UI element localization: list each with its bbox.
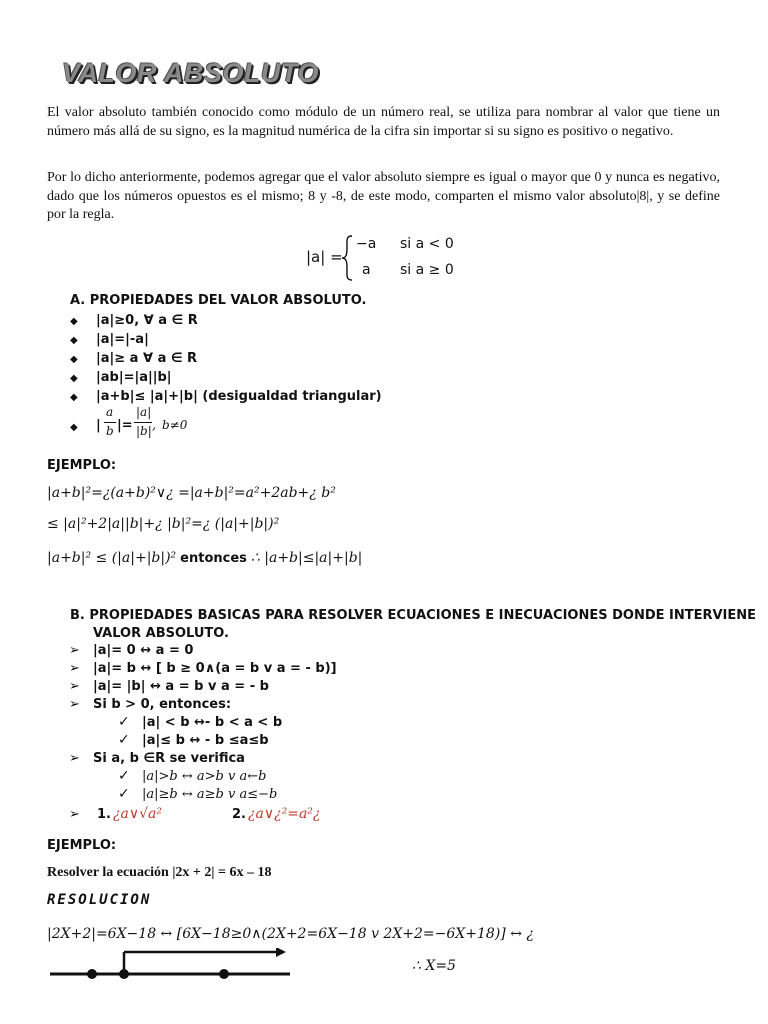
case2-value: a [362, 262, 371, 278]
arrow-bullet-icon: ➢ [69, 679, 80, 694]
example-label: EJEMPLO: [47, 838, 117, 853]
fraction-condition: b≠0 [162, 418, 188, 432]
brace-icon [340, 234, 354, 282]
section-a-heading: A. PROPIEDADES DEL VALOR ABSOLUTO. [70, 293, 367, 308]
diamond-bullet-icon: ◆ [70, 354, 78, 365]
sub-property-item: |a|≥b ↔ a≥b v a≤−b [142, 787, 278, 802]
section-b-heading: B. PROPIEDADES BASICAS PARA RESOLVER ECUACIONES E INECUACIONES DONDE INTERVIENE [70, 608, 757, 623]
arrow-bullet-icon: ➢ [69, 807, 80, 822]
basic-property-item: Si a, b ∈R se verifica [93, 751, 245, 766]
fraction-rhs-numerator: |a| [136, 405, 152, 419]
check-icon: ✓ [118, 714, 130, 730]
final-result: ∴ X=5 [412, 958, 456, 974]
arrow-bullet-icon: ➢ [69, 751, 80, 766]
check-icon: ✓ [118, 768, 130, 784]
definition-lhs: |a| = [306, 248, 343, 266]
property-item: |a|=|-a| [96, 332, 149, 347]
resolution-heading: RESOLUCION [47, 892, 152, 908]
check-icon: ✓ [118, 786, 130, 802]
fraction-rhs-denominator: |b| [136, 424, 152, 438]
diamond-bullet-icon: ◆ [70, 392, 78, 403]
solution-line: |2X+2|=6X−18 ↔ [6X−18≥0∧(2X+2=6X−18 v 2X+2=−6X+18)] ↔ ¿ [47, 926, 534, 942]
section-b-heading-cont: VALOR ABSOLUTO. [93, 626, 229, 641]
property-item: |a+b|≤ |a|+|b| (desigualdad triangular) [96, 389, 382, 404]
basic-property-item: |a|= b ↔ [ b ≥ 0∧(a = b v a = - b)] [93, 661, 337, 676]
property-expression-2: ¿a∨¿²=a²¿ [248, 806, 321, 822]
check-icon: ✓ [118, 732, 130, 748]
sub-property-item: |a|≤ b ↔ - b ≤a≤b [142, 733, 269, 748]
intro-paragraph: El valor absoluto también conocido como módulo de un número real, se utiliza para nombrar al valor que tiene un número más allá de su signo, es la magnitud numérica de la cifra sin importar si su signo es positivo o negativo. [47, 105, 720, 139]
example-line-3: |a+b|² ≤ (|a|+|b|)² entonces ∴ |a+b|≤|a|+|b| [47, 550, 363, 566]
case1-value: −a [356, 236, 377, 252]
diamond-bullet-icon: ◆ [70, 335, 78, 346]
property-item: |a|≥0, ∀ a ∈ R [96, 313, 198, 328]
basic-property-item: |a|= |b| ↔ a = b v a = - b [93, 679, 269, 694]
definition-paragraph: Por lo dicho anteriormente, podemos agregar que el valor absoluto siempre es igual o mayor que 0 y nunca es negativo, dado que los números opuestos es el mismo; 8 y -8, de este modo, comparten el mismo valor absoluto|8|, y se define por la regla. [47, 170, 720, 222]
basic-property-item: Si b > 0, entonces: [93, 697, 232, 712]
basic-property-item: |a|= 0 ↔ a = 0 [93, 643, 194, 658]
number-line-diagram [48, 948, 293, 988]
arrow-bullet-icon: ➢ [69, 661, 80, 676]
example-line-1: |a+b|²=¿(a+b)²∨¿ =|a+b|²=a²+2ab+¿ b² [47, 485, 336, 501]
example-line-2: ≤ |a|²+2|a||b|+¿ |b|²=¿ (|a|+|b|)² [47, 516, 280, 532]
diamond-bullet-icon: ◆ [70, 422, 78, 433]
sub-property-item: |a|>b ↔ a>b v a←b [142, 769, 267, 784]
arrow-bullet-icon: ➢ [69, 697, 80, 712]
diamond-bullet-icon: ◆ [70, 316, 78, 327]
case1-condition: si a < 0 [400, 236, 454, 252]
page-title: VALOR ABSOLUTO [62, 58, 320, 88]
sub-property-item: |a| < b ↔- b < a < b [142, 715, 283, 730]
fraction-numerator: a [106, 405, 114, 419]
property-expression-1: ¿a∨√a² [113, 806, 162, 822]
property-item: |ab|=|a||b| [96, 370, 172, 385]
property-item: |a|≥ a ∀ a ∈ R [96, 351, 198, 366]
fraction-denominator: b [106, 424, 114, 438]
example-label: EJEMPLO: [47, 458, 117, 473]
case2-condition: si a ≥ 0 [400, 262, 454, 278]
arrow-bullet-icon: ➢ [69, 643, 80, 658]
problem-statement: Resolver la ecuación |2x + 2| = 6x – 18 [47, 865, 272, 880]
diamond-bullet-icon: ◆ [70, 373, 78, 384]
